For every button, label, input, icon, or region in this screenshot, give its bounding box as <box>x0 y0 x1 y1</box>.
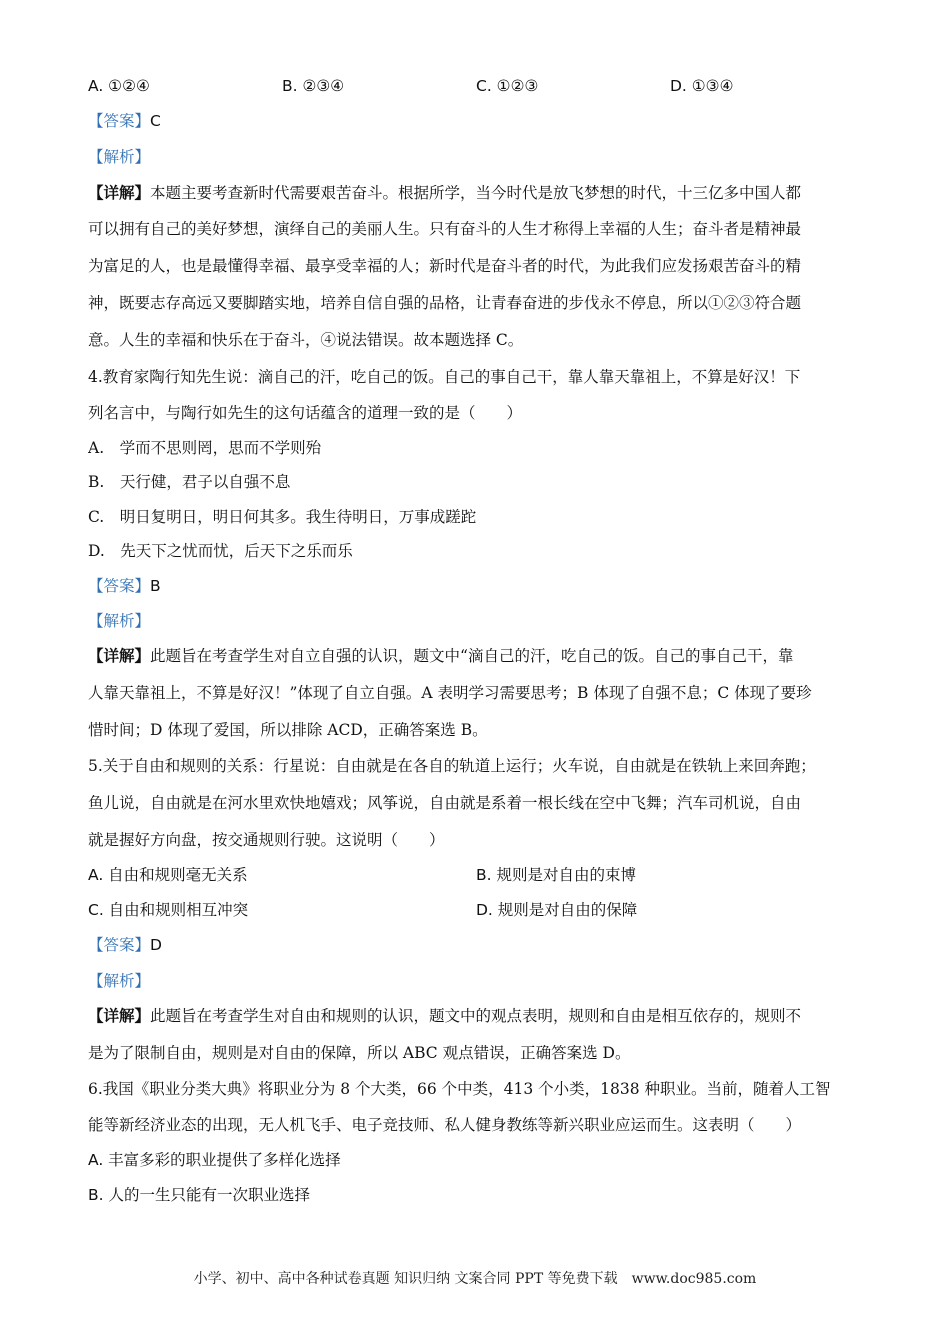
q6-option-a: A. 丰富多彩的职业提供了多样化选择 <box>88 1151 341 1169</box>
q3-detail-line: 可以拥有自己的美好梦想，演绎自己的美丽人生。只有奋斗的人生才称得上幸福的人生；奋斗者是精神最 <box>88 220 802 238</box>
detail-tag: 【详解】 <box>88 183 151 202</box>
answer-tag: 【答案】 <box>88 936 151 954</box>
q4-detail-line: 惜时间；D 体现了爱国，所以排除 ACD，正确答案选 B。 <box>88 721 488 739</box>
q3-detail-line: 本题主要考查新时代需要艰苦奋斗。根据所学，当今时代是放飞梦想的时代，十三亿多中国人都 <box>150 184 802 202</box>
q3-analysis-tag: 【解析】 <box>88 148 151 166</box>
q3-option-b: B. ②③④ <box>282 77 345 95</box>
q4-answer-row <box>88 576 863 596</box>
page-footer: 小学、初中、高中各种试卷真题 知识归纳 文案合同 PPT 等免费下载 www.doc985.com <box>193 1271 757 1287</box>
q3-detail-line: 神，既要志存高远又要脚踏实地，培养自信自强的品格，让青春奋进的步伐永不停息，所以①②③符合题 <box>88 294 802 312</box>
answer-tag: 【答案】 <box>88 577 151 595</box>
q3-answer-row <box>88 111 863 131</box>
detail-tag: 【详解】 <box>88 1006 151 1025</box>
q3-option-a: A. ①②④ <box>88 77 150 95</box>
q5-stem-line: 5.关于自由和规则的关系：行星说：自由就是在各自的轨道上运行；火车说，自由就是在铁轨上来回奔跑； <box>88 757 816 775</box>
q6-stem-line: 能等新经济业态的出现，无人机飞手、电子竞技师、私人健身教练等新兴职业应运而生。这表明（ ） <box>88 1116 802 1134</box>
q4-answer: B <box>150 577 161 595</box>
q5-answer: D <box>150 936 162 954</box>
q5-option-d: D. 规则是对自由的保障 <box>476 901 638 919</box>
q5-detail-line: 此题旨在考查学生对自由和规则的认识，题文中的观点表明，规则和自由是相互依存的，规则不 <box>150 1007 802 1025</box>
q5-detail-line: 是为了限制自由，规则是对自由的保障，所以 ABC 观点错误，正确答案选 D。 <box>88 1044 631 1062</box>
q3-detail-line: 意。人生的幸福和快乐在于奋斗，④说法错误。故本题选择 C。 <box>88 331 524 349</box>
q5-option-b: B. 规则是对自由的束博 <box>476 866 636 884</box>
q5-analysis-tag: 【解析】 <box>88 972 151 990</box>
q3-option-c: C. ①②③ <box>476 77 539 95</box>
q5-option-a: A. 自由和规则毫无关系 <box>88 866 248 884</box>
q4-stem-line: 列名言中，与陶行如先生的这句话蕴含的道理一致的是（ ） <box>88 404 523 422</box>
q5-answer-row <box>88 935 863 955</box>
q4-analysis-tag: 【解析】 <box>88 612 151 630</box>
q5-option-c: C. 自由和规则相互冲突 <box>88 901 249 919</box>
q3-option-d: D. ①③④ <box>670 77 734 95</box>
q6-option-b: B. 人的一生只能有一次职业选择 <box>88 1186 310 1204</box>
detail-tag: 【详解】 <box>88 646 151 665</box>
q3-answer: C <box>150 112 161 130</box>
q5-detail-row <box>88 1006 863 1026</box>
q5-stem-line: 就是握好方向盘，按交通规则行驶。这说明（ ） <box>88 831 445 849</box>
q4-option-b: B. 天行健，君子以自强不息 <box>88 473 291 491</box>
q4-detail-line: 人靠天靠祖上，不算是好汉！”体现了自立自强。A 表明学习需要思考；B 体现了自强不息；C 体现了要珍 <box>88 684 812 702</box>
q4-stem-line: 4.教育家陶行知先生说：滴自己的汗，吃自己的饭。自己的事自己干，靠人靠天靠祖上，不算是好汉！下 <box>88 368 801 386</box>
q4-detail-row <box>88 646 863 666</box>
q4-option-d: D. 先天下之忧而忧，后天下之乐而乐 <box>88 542 353 560</box>
q4-option-a: A. 学而不思则罔，思而不学则殆 <box>88 439 322 457</box>
answer-tag: 【答案】 <box>88 112 151 130</box>
q4-option-c: C. 明日复明日，明日何其多。我生待明日，万事成蹉跎 <box>88 508 477 526</box>
q3-detail-line: 为富足的人，也是最懂得幸福、最享受幸福的人；新时代是奋斗者的时代，为此我们应发扬艰苦奋斗的精 <box>88 257 802 275</box>
q6-stem-line: 6.我国《职业分类大典》将职业分为 8 个大类，66 个中类，413 个小类，1838 种职业。当前，随着人工智 <box>88 1080 831 1098</box>
q5-stem-line: 鱼儿说，自由就是在河水里欢快地嬉戏；风筝说，自由就是系着一根长线在空中飞舞；汽车司机说，自由 <box>88 794 802 812</box>
q3-detail-row <box>88 183 863 203</box>
q4-detail-line: 此题旨在考查学生对自立自强的认识，题文中“滴自己的汗，吃自己的饭。自己的事自己干，靠 <box>150 647 794 665</box>
